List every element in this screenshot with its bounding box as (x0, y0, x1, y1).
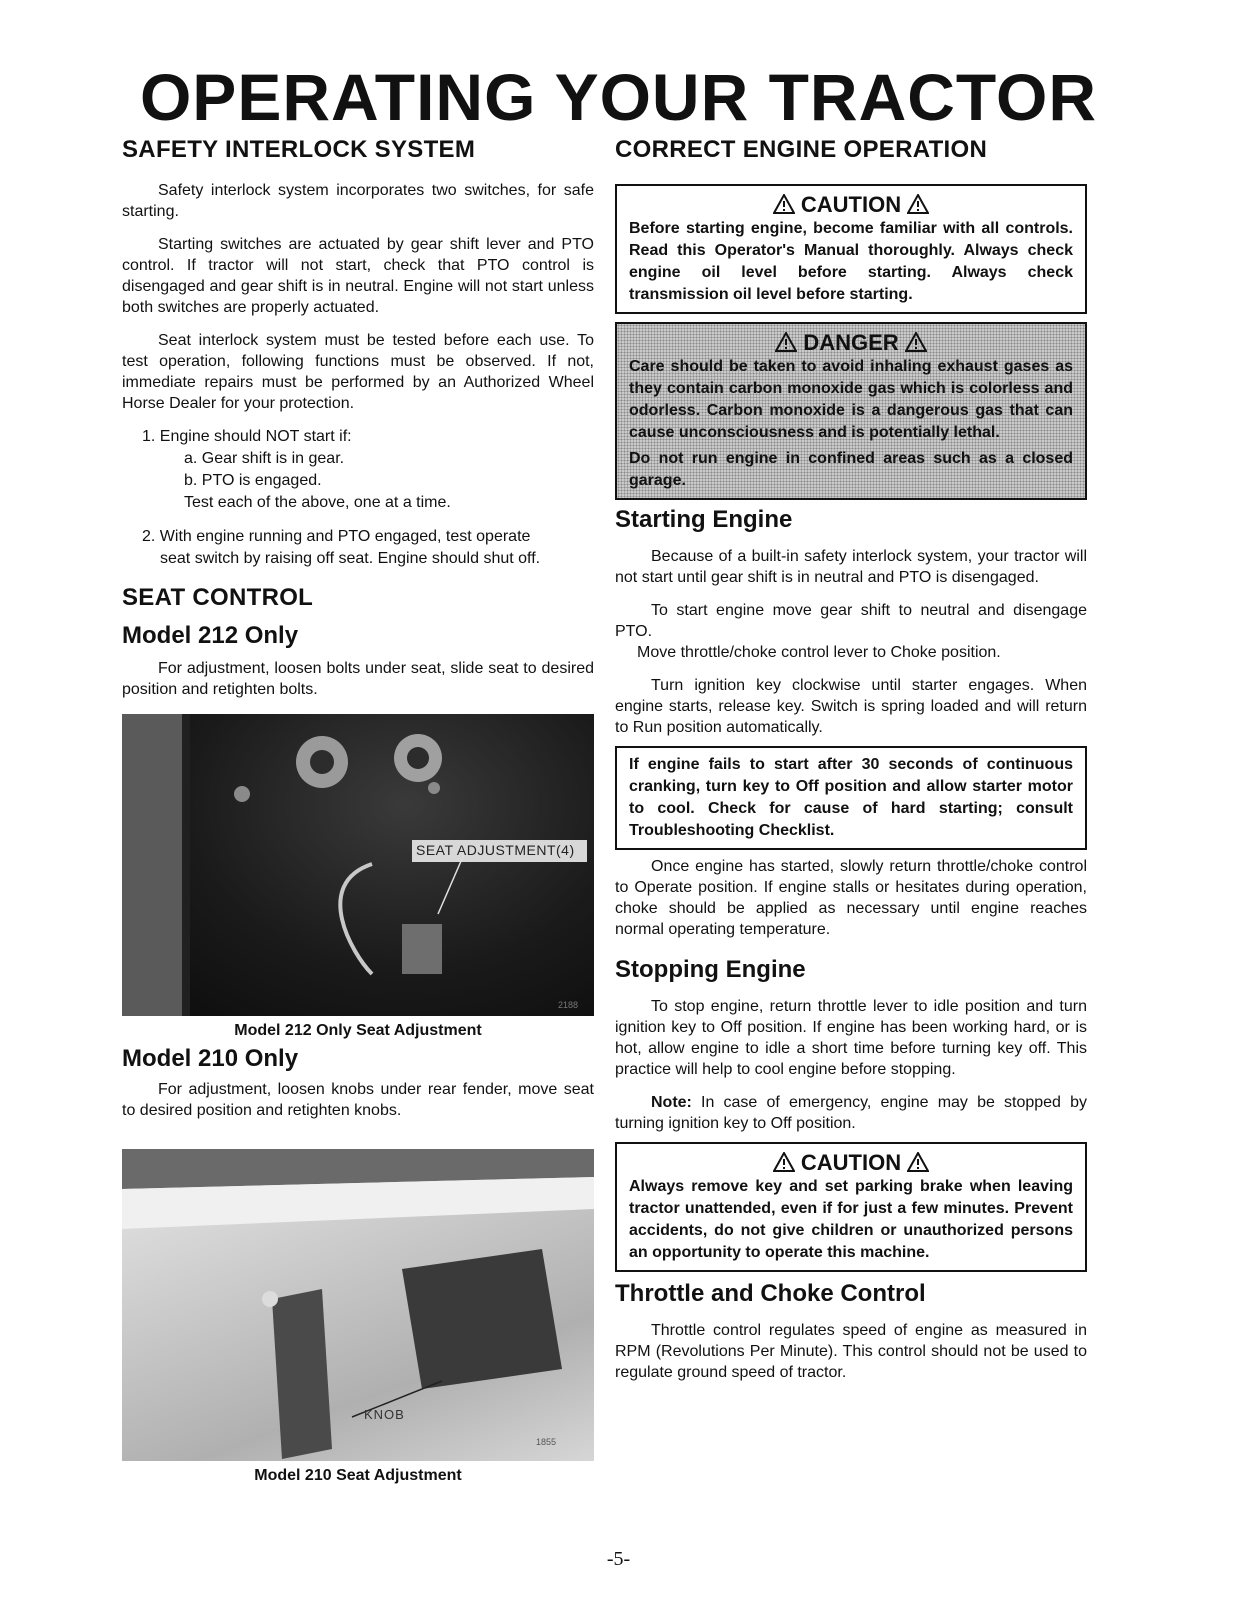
seat-adjustment-photo-212 (122, 714, 594, 1016)
seat-mechanism-illustration (122, 714, 594, 1016)
starting-paragraph-1: Because of a built-in safety interlock system, your tractor will not start until gear shift is in neutral and PTO is disengaged. (615, 548, 1087, 586)
seat-adjustment-photo-210 (122, 1149, 594, 1461)
photo-caption-210: Model 210 Seat Adjustment (254, 1467, 462, 1484)
caution-box-2 (615, 1142, 1087, 1272)
photo-caption-212: Model 212 Only Seat Adjustment (234, 1022, 482, 1039)
interlock-test-list (122, 426, 594, 570)
caution-title: CAUTION (800, 192, 902, 217)
starting-paragraph-3: Move throttle/choke control lever to Choke position. (637, 644, 1001, 661)
photo-code: 1855 (536, 1437, 557, 1447)
throttle-heading: Throttle and Choke Control (615, 1280, 926, 1307)
start-failure-box (615, 746, 1087, 850)
note-label: Note: (651, 1094, 692, 1111)
caution-title: CAUTION (800, 1150, 902, 1175)
left-column (122, 136, 594, 1486)
list-item: a. Gear shift is in gear. (184, 450, 345, 467)
caution-text: Always remove key and set parking brake when leaving tractor unattended, even if for just a few minutes. Prevent accidents, do not give children or unauthorized persons an opportunity to operate this machine. (629, 1178, 1073, 1261)
danger-title: DANGER (803, 330, 899, 355)
model-210-heading: Model 210 Only (122, 1045, 299, 1072)
danger-text-2: Do not run engine in confined areas such as a closed garage. (629, 450, 1073, 489)
starting-paragraph-5: Once engine has started, slowly return throttle/choke control to Operate position. If engine stalls or hesitates during operation, choke should be applied as necessary until engine reaches normal operating temperature. (615, 858, 1087, 938)
list-item: 2. With engine running and PTO engaged, test operate seat switch by raising off seat. Engine should shut off. (142, 528, 541, 567)
danger-box (615, 322, 1087, 500)
list-item: b. PTO is engaged. (184, 472, 322, 489)
interlock-paragraph-3: Seat interlock system must be tested before each use. To test operation, following functions must be observed. If not, immediate repairs must be performed by an Authorized Wheel Horse Dealer for your protection. (122, 332, 594, 412)
start-failure-text: If engine fails to start after 30 seconds of continuous cranking, turn key to Off position and allow starter motor to cool. Check for cause of hard starting; consult Troubleshooting Checklist. (629, 756, 1073, 839)
danger-text-1: Care should be taken to avoid inhaling exhaust gases as they contain carbon monoxide gas which is colorless and odorless. Carbon monoxide is a dangerous gas that can cause unconsciousness and is potentially lethal. (629, 358, 1073, 441)
seat-adjustment-label: SEAT ADJUSTMENT(4) (416, 842, 575, 858)
safety-interlock-heading: SAFETY INTERLOCK SYSTEM (122, 136, 476, 163)
starting-paragraph-2: To start engine move gear shift to neutral and disengage PTO. (615, 602, 1087, 640)
seat-control-heading: SEAT CONTROL (122, 584, 314, 611)
caution-header (629, 192, 1073, 218)
note-text: In case of emergency, engine may be stopped by turning ignition key to Off position. (615, 1094, 1087, 1132)
list-item: Test each of the above, one at a time. (184, 494, 451, 511)
interlock-paragraph-1: Safety interlock system incorporates two switches, for safe starting. (122, 182, 594, 220)
warning-icon (907, 194, 929, 214)
stopping-paragraph-1: To stop engine, return throttle lever to idle position and turn ignition key to Off position. If engine has been working hard, or is hot, allow engine to idle a short time before turning key off. This practice will help to cool engine before stopping. (615, 998, 1087, 1078)
page-number: -5- (606, 1548, 631, 1570)
stopping-note (615, 1092, 1087, 1134)
model-212-text: For adjustment, loosen bolts under seat, slide seat to desired position and retighten bolts. (122, 660, 594, 698)
list-item: 1. Engine should NOT start if: (142, 428, 352, 445)
right-column (615, 136, 1087, 1383)
starting-engine-heading: Starting Engine (615, 506, 793, 533)
caution-header (629, 1150, 1073, 1176)
knob-label: KNOB (364, 1407, 405, 1422)
warning-icon (907, 1152, 929, 1172)
warning-icon (775, 332, 797, 352)
photo-code: 2188 (558, 1000, 579, 1010)
model-210-text: For adjustment, loosen knobs under rear fender, move seat to desired position and retighten knobs. (122, 1081, 594, 1119)
stopping-engine-heading: Stopping Engine (615, 956, 806, 983)
caution-text: Before starting engine, become familiar with all controls. Read this Operator's Manual thoroughly. Always check engine oil level before starting. Always check transmission oil level before starting. (629, 220, 1073, 303)
starting-paragraph-4: Turn ignition key clockwise until starter engages. When engine starts, release key. Switch is spring loaded and will return to Run position automatically. (615, 677, 1087, 736)
model-212-heading: Model 212 Only (122, 622, 299, 649)
throttle-paragraph: Throttle control regulates speed of engine as measured in RPM (Revolutions Per Minute). This control should not be used to regulate ground speed of tractor. (615, 1322, 1087, 1381)
warning-icon (773, 194, 795, 214)
warning-icon (905, 332, 927, 352)
page-title: OPERATING YOUR TRACTOR (139, 60, 1098, 134)
caution-box-1 (615, 184, 1087, 314)
warning-icon (773, 1152, 795, 1172)
interlock-paragraph-2: Starting switches are actuated by gear shift lever and PTO control. If tractor will not start, check that PTO control is disengaged and gear shift is in neutral. Engine will not start unless both switches are properly actuated. (122, 236, 594, 316)
correct-engine-heading: CORRECT ENGINE OPERATION (615, 136, 988, 163)
fender-knob-illustration (122, 1149, 594, 1461)
danger-header (629, 330, 1073, 356)
